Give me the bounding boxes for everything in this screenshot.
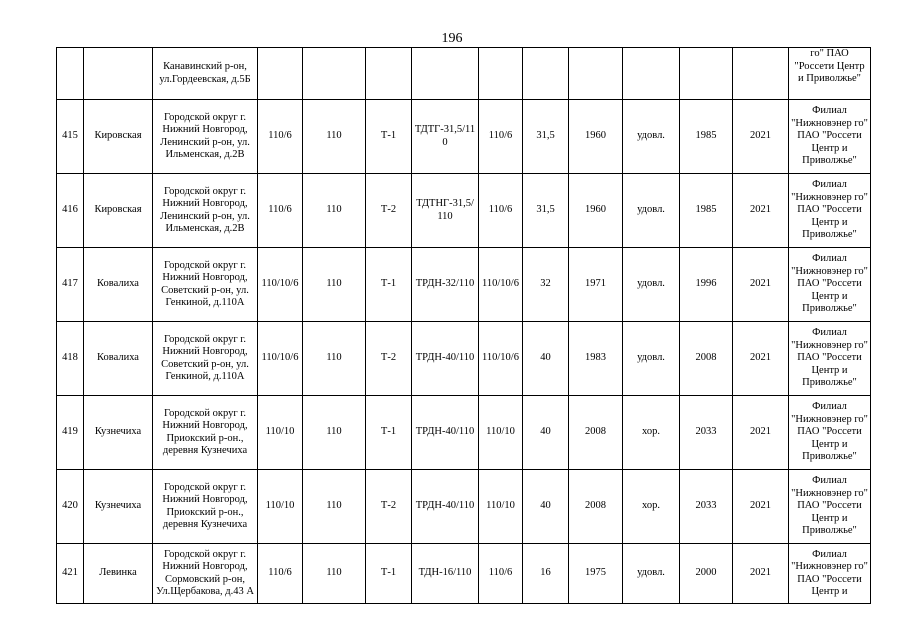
table-row [57, 544, 871, 604]
cell-owner: Филиал "Нижновэнер го" ПАО "Россети Центр и Приволжье" [789, 396, 871, 470]
cell-transformer: Т-2 [366, 470, 412, 544]
cell-year-manufactured: 1975 [569, 544, 623, 604]
cell-voltage-class: 110/10/6 [258, 248, 303, 322]
cell-transformer: Т-1 [366, 396, 412, 470]
cell-num [57, 48, 84, 100]
cell-voltage-class: 110/10/6 [258, 322, 303, 396]
cell-name: Кузнечиха [84, 470, 153, 544]
page-number: 196 [441, 31, 463, 46]
cell-year-plan [733, 48, 789, 100]
cell-condition: хор. [623, 396, 680, 470]
cell-voltage-class: 110/6 [258, 100, 303, 174]
table-row [57, 470, 871, 544]
cell-voltage-windings [479, 48, 523, 100]
cell-owner: Филиал "Нижновэнер го" ПАО "Россети Центр и [789, 544, 871, 604]
cell-condition [623, 48, 680, 100]
cell-type [412, 48, 479, 100]
cell-transformer: Т-1 [366, 248, 412, 322]
cell-voltage-windings: 110/10 [479, 470, 523, 544]
cell-transformer: Т-2 [366, 322, 412, 396]
cell-address: Городской округ г. Нижний Новгород, Советский р-он, ул. Генкиной, д.110А [153, 322, 258, 396]
cell-year-manufactured: 2008 [569, 396, 623, 470]
cell-power: 31,5 [523, 100, 569, 174]
cell-voltage-windings: 110/6 [479, 174, 523, 248]
cell-transformer [366, 48, 412, 100]
cell-address: Городской округ г. Нижний Новгород, Советский р-он, ул. Генкиной, д.110А [153, 248, 258, 322]
cell-voltage-class: 110/10 [258, 470, 303, 544]
cell-num: 420 [57, 470, 84, 544]
cell-year-plan: 2021 [733, 248, 789, 322]
cell-num: 421 [57, 544, 84, 604]
cell-address: Городской округ г. Нижний Новгород, Приокский р-он., деревня Кузнечиха [153, 396, 258, 470]
cell-year-plan: 2021 [733, 396, 789, 470]
cell-power: 40 [523, 470, 569, 544]
cell-year-manufactured: 1971 [569, 248, 623, 322]
cell-name: Кировская [84, 100, 153, 174]
cell-owner: Филиал "Нижновэнер го" ПАО "Россети Центр и Приволжье" [789, 322, 871, 396]
cell-owner: Филиал "Нижновэнер го" ПАО "Россети Центр и Приволжье" [789, 100, 871, 174]
cell-power: 16 [523, 544, 569, 604]
cell-owner: Филиал "Нижновэнер го" ПАО "Россети Центр и Приволжье" [789, 174, 871, 248]
cell-name [84, 48, 153, 100]
cell-year-manufactured: 1983 [569, 322, 623, 396]
cell-voltage-class [258, 48, 303, 100]
cell-owner: го" ПАО "Россети Центр и Приволжье" [789, 48, 871, 100]
cell-condition: удовл. [623, 322, 680, 396]
cell-address: Городской округ г. Нижний Новгород, Ленинский р-он, ул. Ильменская, д.2В [153, 174, 258, 248]
cell-voltage-windings: 110/6 [479, 544, 523, 604]
cell-year-manufactured: 1960 [569, 100, 623, 174]
cell-voltage-class: 110/10 [258, 396, 303, 470]
cell-address: Канавинский р-он, ул.Гордеевская, д.5Б [153, 48, 258, 100]
cell-condition: удовл. [623, 174, 680, 248]
cell-condition: хор. [623, 470, 680, 544]
cell-address: Городской округ г. Нижний Новгород, Ленинский р-он, ул. Ильменская, д.2В [153, 100, 258, 174]
cell-year-commissioned: 2033 [680, 396, 733, 470]
cell-voltage-nom: 110 [303, 322, 366, 396]
cell-condition: удовл. [623, 544, 680, 604]
cell-owner: Филиал "Нижновэнер го" ПАО "Россети Центр и Приволжье" [789, 470, 871, 544]
cell-name: Ковалиха [84, 248, 153, 322]
table-row [57, 100, 871, 174]
cell-transformer: Т-1 [366, 544, 412, 604]
cell-voltage-nom: 110 [303, 100, 366, 174]
cell-power: 40 [523, 322, 569, 396]
cell-type: ТДТНГ-31,5/110 [412, 174, 479, 248]
cell-year-plan: 2021 [733, 544, 789, 604]
cell-year-commissioned: 1985 [680, 100, 733, 174]
cell-year-manufactured: 2008 [569, 470, 623, 544]
table-row [57, 322, 871, 396]
cell-owner: Филиал "Нижновэнер го" ПАО "Россети Центр и Приволжье" [789, 248, 871, 322]
cell-type: ТДТГ-31,5/110 [412, 100, 479, 174]
cell-voltage-windings: 110/10/6 [479, 248, 523, 322]
cell-voltage-nom: 110 [303, 544, 366, 604]
cell-name: Ковалиха [84, 322, 153, 396]
table-row [57, 174, 871, 248]
cell-voltage-nom: 110 [303, 248, 366, 322]
cell-power: 40 [523, 396, 569, 470]
table-row [57, 248, 871, 322]
cell-power [523, 48, 569, 100]
cell-type: ТРДН-40/110 [412, 396, 479, 470]
cell-type: ТРДН-32/110 [412, 248, 479, 322]
cell-name: Кировская [84, 174, 153, 248]
cell-name: Левинка [84, 544, 153, 604]
cell-condition: удовл. [623, 248, 680, 322]
cell-year-manufactured: 1960 [569, 174, 623, 248]
cell-year-commissioned: 2000 [680, 544, 733, 604]
cell-num: 416 [57, 174, 84, 248]
cell-num: 415 [57, 100, 84, 174]
cell-type: ТРДН-40/110 [412, 322, 479, 396]
table-row [57, 48, 871, 100]
cell-voltage-nom: 110 [303, 174, 366, 248]
cell-voltage-windings: 110/6 [479, 100, 523, 174]
cell-transformer: Т-2 [366, 174, 412, 248]
cell-year-commissioned: 2033 [680, 470, 733, 544]
cell-voltage-windings: 110/10 [479, 396, 523, 470]
cell-address: Городской округ г. Нижний Новгород, Сормовский р-он, Ул.Щербакова, д.43 А [153, 544, 258, 604]
cell-power: 31,5 [523, 174, 569, 248]
cell-voltage-nom [303, 48, 366, 100]
cell-year-commissioned: 2008 [680, 322, 733, 396]
cell-year-commissioned: 1985 [680, 174, 733, 248]
cell-address: Городской округ г. Нижний Новгород, Приокский р-он., деревня Кузнечиха [153, 470, 258, 544]
cell-year-plan: 2021 [733, 470, 789, 544]
cell-voltage-class: 110/6 [258, 544, 303, 604]
cell-voltage-nom: 110 [303, 396, 366, 470]
cell-year-commissioned [680, 48, 733, 100]
cell-voltage-class: 110/6 [258, 174, 303, 248]
cell-name: Кузнечиха [84, 396, 153, 470]
table-row [57, 396, 871, 470]
cell-voltage-windings: 110/10/6 [479, 322, 523, 396]
cell-num: 419 [57, 396, 84, 470]
cell-year-manufactured [569, 48, 623, 100]
cell-year-plan: 2021 [733, 174, 789, 248]
cell-year-plan: 2021 [733, 100, 789, 174]
cell-year-commissioned: 1996 [680, 248, 733, 322]
cell-transformer: Т-1 [366, 100, 412, 174]
cell-year-plan: 2021 [733, 322, 789, 396]
cell-num: 418 [57, 322, 84, 396]
cell-type: ТРДН-40/110 [412, 470, 479, 544]
cell-type: ТДН-16/110 [412, 544, 479, 604]
substation-table [56, 47, 871, 604]
cell-condition: удовл. [623, 100, 680, 174]
cell-voltage-nom: 110 [303, 470, 366, 544]
cell-power: 32 [523, 248, 569, 322]
cell-num: 417 [57, 248, 84, 322]
